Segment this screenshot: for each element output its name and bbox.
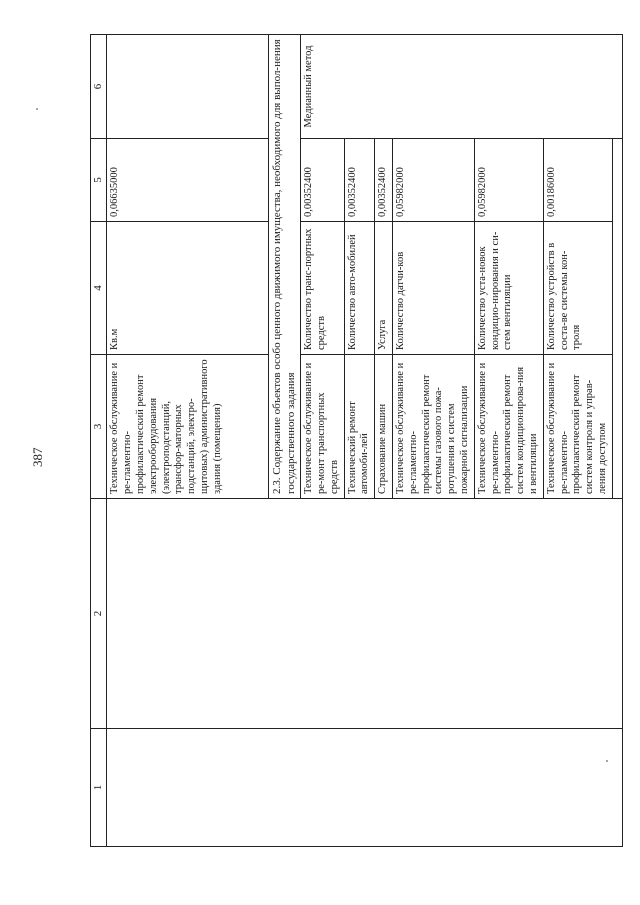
cost-item-cell: Техническое обслуживание и ре-гламентно-профилактический ремонт систем контроля и управ-ления доступом (543, 355, 612, 499)
unit-cell: Количество устройств в соста-ве системы кон-троля (543, 222, 612, 355)
unit-cell: Количество датчи-ков (393, 222, 475, 355)
table-row (107, 35, 269, 847)
scan-speck (36, 108, 38, 110)
header-col-4: 4 (91, 222, 107, 355)
filler-cell (612, 139, 622, 499)
unit-cell: Количество уста-новок кондицио-нирования и си-стем вентиляции (474, 222, 543, 355)
table-header-row (91, 35, 107, 847)
value-cell: 0,00352400 (344, 139, 375, 222)
header-col-6: 6 (91, 35, 107, 139)
unit-cell: Услуга (375, 222, 393, 355)
page-number: 387 (30, 447, 45, 467)
normative-costs-table (90, 34, 623, 847)
header-col-2: 2 (91, 499, 107, 729)
col2-cell (107, 499, 622, 729)
value-cell: 0,05982000 (474, 139, 543, 222)
header-col-3: 3 (91, 355, 107, 499)
scan-speck (606, 760, 608, 762)
cost-item-cell: Технический ремонт автомоби-лей (344, 355, 375, 499)
value-cell: 0,00186000 (543, 139, 612, 222)
value-cell: 0,00352400 (375, 139, 393, 222)
value-cell: 0,05982000 (393, 139, 475, 222)
unit-cell: Кв.м (107, 222, 269, 355)
cost-item-cell: Техническое обслуживание и ре-гламентно-профилактический ремонт системы газового пожа-ротушения и систем пожарной сигнализации (393, 355, 475, 499)
cost-item-cell: Техническое обслуживание и ре-монт транспортных средств (301, 355, 344, 499)
header-col-1: 1 (91, 729, 107, 847)
value-cell: 0,06635000 (107, 139, 269, 222)
header-col-5: 5 (91, 139, 107, 222)
col1-cell (107, 729, 622, 847)
unit-cell: Количество транс-портных средств (301, 222, 344, 355)
section-2-3-title: 2.3. Содержание объектов особо ценного движимого имущества, необходимого для выпол-нения государственного задания (269, 35, 301, 499)
unit-cell: Количество авто-мобилей (344, 222, 375, 355)
method-cell-top (107, 35, 269, 139)
cost-item-cell: Техническое обслуживание и ре-гламентно-профилактический ремонт электрооборудования (электроподстанций, трансфор-маторных подстанций, электро-щитовых) административного здания (помещения) (107, 355, 269, 499)
method-cell: Медианный метод (301, 35, 623, 139)
cost-item-cell: Страхование машин (375, 355, 393, 499)
value-cell: 0,00352400 (301, 139, 344, 222)
cost-item-cell: Техническое обслуживание и ре-гламентно-профилактический ремонт систем кондиционирова-ния и вентиляции (474, 355, 543, 499)
